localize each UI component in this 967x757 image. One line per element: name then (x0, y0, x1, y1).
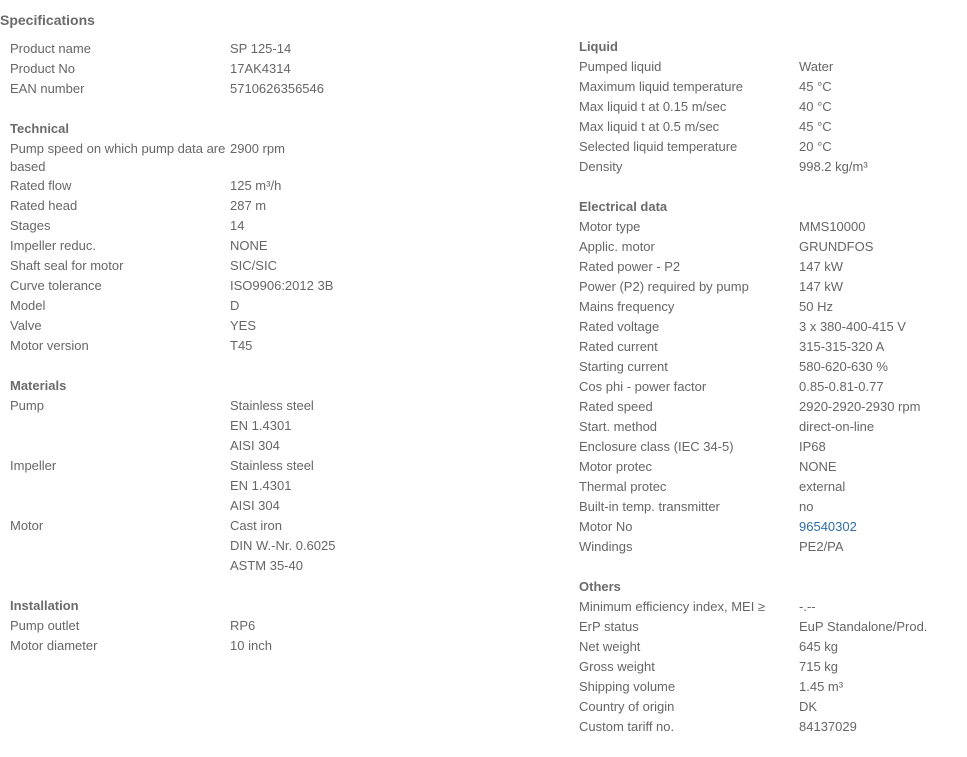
spec-value-line: 1.45 m³ (799, 679, 844, 694)
spec-value (230, 256, 277, 276)
spec-row-applic-motor (579, 237, 959, 257)
spec-value (230, 296, 239, 316)
spec-value-line: D (230, 298, 240, 313)
spec-row-density (579, 157, 959, 177)
spec-value-line: NONE (230, 238, 268, 253)
right-column (579, 37, 959, 757)
spec-label: Maximum liquid temperature (579, 79, 744, 94)
section-title: Materials (10, 378, 67, 393)
spec-value (799, 697, 817, 717)
spec-value-line: 147 kW (799, 279, 844, 294)
section-installation (10, 596, 430, 656)
spec-row-rated-voltage (579, 317, 959, 337)
section-title: Technical (10, 121, 70, 136)
spec-label: Rated current (579, 339, 658, 354)
spec-label: Stages (10, 218, 51, 233)
spec-value-line: AISI 304 (230, 438, 280, 453)
spec-row-mains-frequency (579, 297, 959, 317)
spec-value (230, 456, 314, 516)
spec-value (799, 517, 857, 537)
spec-value (230, 196, 266, 216)
spec-label: Rated power - P2 (579, 259, 681, 274)
spec-value (230, 276, 333, 296)
spec-value-line: 40 °C (799, 99, 832, 114)
spec-label: Pump (10, 398, 44, 413)
spec-row-max-liquid-t-at-0-15-m-sec (579, 97, 959, 117)
spec-value-line: 14 (230, 218, 245, 233)
spec-row-pump-speed-on-which-pump-data-are-based (10, 139, 430, 176)
spec-value (799, 137, 832, 157)
spec-value (799, 397, 920, 417)
spec-value-line: GRUNDFOS (799, 239, 874, 254)
spec-label: Rated speed (579, 399, 653, 414)
spec-row-ean-number (10, 79, 430, 99)
spec-label: Starting current (579, 359, 668, 374)
spec-value-line: ASTM 35-40 (230, 558, 303, 573)
spec-label: Motor (10, 518, 44, 533)
spec-label: Rated voltage (579, 319, 660, 334)
spec-value (230, 39, 291, 59)
spec-value (230, 236, 268, 256)
spec-label: ErP status (579, 619, 639, 634)
spec-row-selected-liquid-temperature (579, 137, 959, 157)
spec-label: Motor type (579, 219, 641, 234)
spec-value (230, 616, 255, 636)
spec-label: Curve tolerance (10, 278, 102, 293)
spec-label: Start. method (579, 419, 658, 434)
spec-label: Country of origin (579, 699, 675, 714)
section-technical (10, 119, 430, 356)
spec-label: Minimum efficiency index, MEI ≥ (579, 599, 766, 614)
spec-value (799, 297, 833, 317)
spec-value (230, 636, 272, 656)
spec-value-line: SIC/SIC (230, 258, 277, 273)
spec-value-line: 645 kg (799, 639, 839, 654)
spec-value (230, 59, 291, 79)
spec-value-line: direct-on-line (799, 419, 875, 434)
spec-value-line: 287 m (230, 198, 267, 213)
spec-row-rated-head (10, 196, 430, 216)
spec-value-line: 2900 rpm (230, 141, 285, 156)
spec-label: Motor version (10, 338, 89, 353)
spec-row-shipping-volume (579, 677, 959, 697)
spec-value-line: SP 125-14 (230, 41, 292, 56)
spec-value-line: Cast iron (230, 518, 283, 533)
spec-row-motor (10, 516, 430, 576)
spec-row-rated-speed (579, 397, 959, 417)
spec-value (230, 79, 324, 99)
spec-value (799, 477, 845, 497)
spec-row-rated-current (579, 337, 959, 357)
section-electrical-data (579, 197, 959, 557)
section-general (10, 39, 430, 99)
spec-value (230, 316, 256, 336)
spec-value-line: external (799, 479, 846, 494)
spec-label: Motor diameter (10, 638, 98, 653)
spec-value-line: DK (799, 699, 818, 714)
spec-value-line: -.-- (799, 599, 816, 614)
spec-row-minimum-efficiency-index-mei (579, 597, 959, 617)
spec-label: Power (P2) required by pump (579, 279, 749, 294)
spec-label: Thermal protec (579, 479, 667, 494)
spec-row-rated-power-p2 (579, 257, 959, 277)
spec-value (230, 176, 281, 196)
spec-label: Motor protec (579, 459, 652, 474)
spec-value-line: 580-620-630 % (799, 359, 888, 374)
spec-value-line: 84137029 (799, 719, 857, 734)
spec-row-impeller (10, 456, 430, 516)
spec-value (799, 357, 888, 377)
spec-value (230, 336, 252, 356)
spec-row-motor-diameter (10, 636, 430, 656)
spec-value (230, 216, 244, 236)
section-title: Liquid (579, 39, 618, 54)
spec-row-stages (10, 216, 430, 236)
spec-value (230, 516, 335, 576)
spec-label: Motor No (579, 519, 633, 534)
spec-label: Built-in temp. transmitter (579, 499, 720, 514)
spec-value-line: YES (230, 318, 257, 333)
spec-value (230, 396, 314, 456)
spec-value-line: NONE (799, 459, 837, 474)
spec-value-line: EN 1.4301 (230, 478, 292, 493)
spec-value-line: 315-315-320 A (799, 339, 885, 354)
spec-row-built-in-temp-transmitter (579, 497, 959, 517)
spec-value-line: EN 1.4301 (230, 418, 292, 433)
section-title: Electrical data (579, 199, 668, 214)
spec-value-line: 50 Hz (799, 299, 833, 314)
spec-label: Shaft seal for motor (10, 258, 124, 273)
spec-value (799, 317, 906, 337)
spec-value-line: Stainless steel (230, 458, 314, 473)
spec-row-motor-protec (579, 457, 959, 477)
spec-value-line: Water (799, 59, 834, 74)
spec-label: Custom tariff no. (579, 719, 675, 734)
spec-value-line: RP6 (230, 618, 256, 633)
spec-label: Impeller reduc. (10, 238, 96, 253)
spec-value-line: MMS10000 (799, 219, 866, 234)
spec-label: Shipping volume (579, 679, 676, 694)
spec-value (799, 597, 816, 617)
spec-label: Cos phi - power factor (579, 379, 707, 394)
spec-row-maximum-liquid-temperature (579, 77, 959, 97)
spec-label: Valve (10, 318, 42, 333)
spec-value-line: 998.2 kg/m³ (799, 159, 868, 174)
spec-value-line: 17AK4314 (230, 61, 291, 76)
spec-value (799, 717, 857, 737)
spec-value (799, 117, 832, 137)
spec-value-line: 5710626356546 (230, 81, 324, 96)
spec-value-line: 45 °C (799, 79, 832, 94)
spec-value (799, 617, 927, 637)
spec-row-erp-status (579, 617, 959, 637)
spec-row-curve-tolerance (10, 276, 430, 296)
spec-row-pumped-liquid (579, 57, 959, 77)
spec-label: Net weight (579, 639, 641, 654)
spec-row-motor-no (579, 517, 959, 537)
spec-label: Windings (579, 539, 633, 554)
spec-value-line: 3 x 380-400-415 V (799, 319, 906, 334)
spec-label: Rated flow (10, 178, 72, 193)
spec-label: Rated head (10, 198, 78, 213)
spec-row-starting-current (579, 357, 959, 377)
spec-value-line: ISO9906:2012 3B (230, 278, 334, 293)
spec-value (799, 157, 868, 177)
spec-row-power-p2-required-by-pump (579, 277, 959, 297)
spec-label: Impeller (10, 458, 57, 473)
spec-row-max-liquid-t-at-0-5-m-sec (579, 117, 959, 137)
spec-value (799, 57, 833, 77)
page-title: Specifications (0, 12, 95, 28)
spec-value (799, 377, 884, 397)
left-column (10, 39, 430, 676)
spec-row-motor-version (10, 336, 430, 356)
spec-label: Selected liquid temperature (579, 139, 738, 154)
spec-value-line: EuP Standalone/Prod. (799, 619, 928, 634)
spec-label: Product name (10, 41, 91, 56)
spec-row-impeller-reduc (10, 236, 430, 256)
spec-row-enclosure-class-iec-34-5 (579, 437, 959, 457)
spec-value (799, 337, 884, 357)
spec-value-line: 10 inch (230, 638, 272, 653)
spec-value (230, 139, 285, 176)
spec-value (799, 237, 873, 257)
spec-row-windings (579, 537, 959, 557)
section-liquid (579, 37, 959, 177)
spec-value (799, 257, 843, 277)
spec-row-pump-outlet (10, 616, 430, 636)
spec-value (799, 437, 826, 457)
spec-value-line: IP68 (799, 439, 826, 454)
spec-value-line: 2920-2920-2930 rpm (799, 399, 921, 414)
spec-value (799, 77, 832, 97)
spec-value (799, 537, 844, 557)
spec-label: Density (579, 159, 623, 174)
spec-row-cos-phi-power-factor (579, 377, 959, 397)
spec-value-line: 715 kg (799, 659, 839, 674)
section-materials (10, 376, 430, 576)
spec-value (799, 217, 865, 237)
motor-no-link[interactable]: 96540302 (799, 519, 857, 534)
spec-value-line: 147 kW (799, 259, 844, 274)
spec-row-model (10, 296, 430, 316)
spec-value-line: T45 (230, 338, 253, 353)
spec-value-line: 125 m³/h (230, 178, 282, 193)
spec-value-line: AISI 304 (230, 498, 280, 513)
spec-value (799, 457, 837, 477)
spec-row-valve (10, 316, 430, 336)
spec-row-motor-type (579, 217, 959, 237)
spec-row-net-weight (579, 637, 959, 657)
spec-row-custom-tariff-no (579, 717, 959, 737)
spec-row-start-method (579, 417, 959, 437)
spec-value-line: 20 °C (799, 139, 832, 154)
spec-label: Product No (10, 61, 76, 76)
spec-label: Pump outlet (10, 618, 80, 633)
section-title: Others (579, 579, 621, 594)
spec-row-gross-weight (579, 657, 959, 677)
section-others (579, 577, 959, 737)
spec-value (799, 277, 843, 297)
spec-label: Max liquid t at 0.5 m/sec (579, 119, 720, 134)
spec-value (799, 497, 813, 517)
spec-label: Mains frequency (579, 299, 675, 314)
spec-label: Gross weight (579, 659, 655, 674)
spec-value (799, 657, 838, 677)
spec-value-line: DIN W.-Nr. 0.6025 (230, 538, 336, 553)
spec-row-product-no (10, 59, 430, 79)
spec-row-rated-flow (10, 176, 430, 196)
spec-value-line: 45 °C (799, 119, 832, 134)
spec-value (799, 677, 843, 697)
spec-label: Max liquid t at 0.15 m/sec (579, 99, 727, 114)
spec-label: Pump speed on which pump data are based (10, 141, 226, 174)
spec-label: EAN number (10, 81, 85, 96)
spec-value-line: Stainless steel (230, 398, 314, 413)
spec-label: Pumped liquid (579, 59, 662, 74)
spec-value-line: PE2/PA (799, 539, 844, 554)
spec-value-line: 0.85-0.81-0.77 (799, 379, 884, 394)
spec-row-pump (10, 396, 430, 456)
spec-row-country-of-origin (579, 697, 959, 717)
spec-value (799, 97, 832, 117)
spec-row-shaft-seal-for-motor (10, 256, 430, 276)
spec-value (799, 637, 838, 657)
spec-label: Model (10, 298, 46, 313)
section-title: Installation (10, 598, 79, 613)
spec-value (799, 417, 874, 437)
spec-label: Enclosure class (IEC 34-5) (579, 439, 734, 454)
spec-row-thermal-protec (579, 477, 959, 497)
spec-value-line: no (799, 499, 814, 514)
spec-row-product-name (10, 39, 430, 59)
spec-label: Applic. motor (579, 239, 655, 254)
